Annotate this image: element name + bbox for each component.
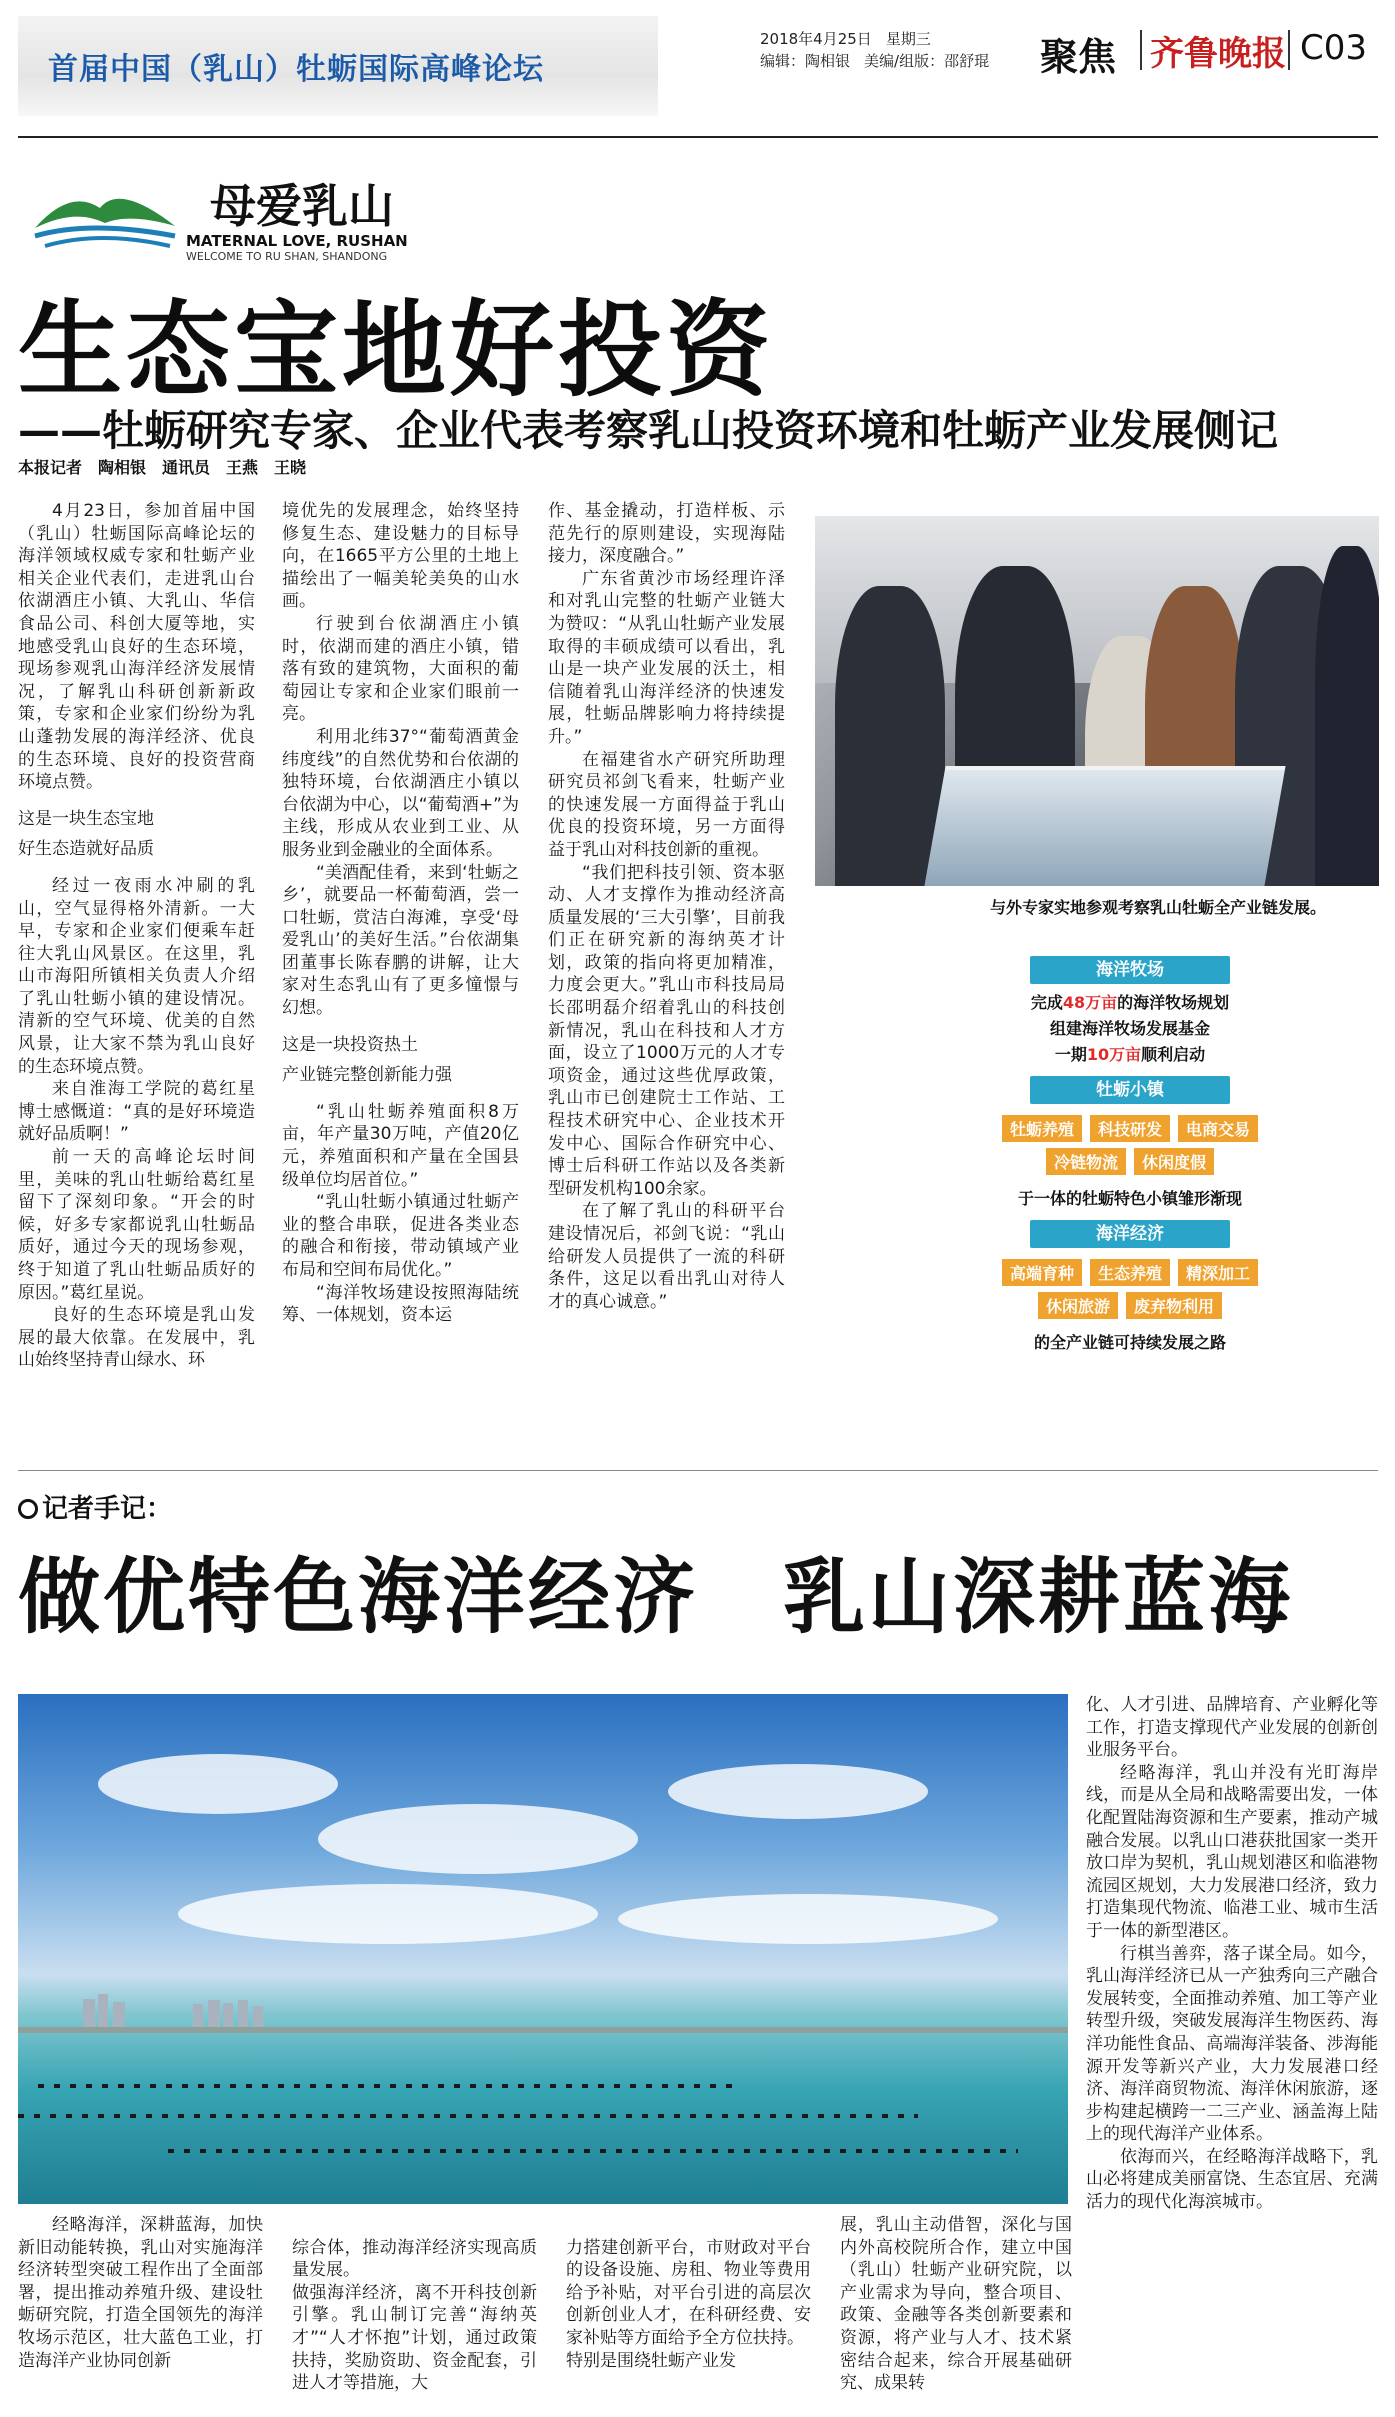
infographic-line: 于一体的牡蛎特色小镇雏形渐现 (1017, 1189, 1242, 1208)
designer: 美编/组版：邵舒琨 (864, 52, 990, 70)
chip: 电商交易 (1178, 1115, 1258, 1142)
infographic-heading: 牡蛎小镇 (1030, 1076, 1230, 1104)
newspaper-name: 齐鲁晚报 (1150, 34, 1286, 74)
reporter-note-label (18, 1488, 172, 1525)
paragraph: “乳山牡蛎养殖面积8万亩，年产量30万吨，产值20亿元，养殖面积和产量在全国县级单位均居首位。” (282, 1101, 519, 1190)
photo-caption: 与外专家实地参观考察乳山牡蛎全产业链发展。 (990, 898, 1327, 917)
chip: 废弃物利用 (1126, 1292, 1222, 1319)
section-heading: 好生态造就好品质 (18, 839, 154, 860)
main-headline: 生态宝地好投资 (18, 289, 775, 411)
article2-column-2 (292, 2214, 537, 2417)
issue-weekday: 星期三 (885, 30, 931, 48)
paragraph: 行棋当善弈，落子谋全局。如今，乳山海洋经济已从一产独秀向三产融合发展转变，全面推动养殖、加工等产业转型升级，突破发展海洋生物医药、海洋功能性食品、高端海洋装备、涉海能源开发等新兴产业，大力发展港口经济、海洋商贸物流、海洋休闲旅游，逐步构建起横跨一二三产业、涵盖海上陆上的现代海洋产业体系。 (1086, 1943, 1378, 2145)
paragraph: 4月23日，参加首届中国（乳山）牡蛎国际高峰论坛的海洋领域权威专家和牡蛎产业相关企业代表们，走进乳山台依湖酒庄小镇、大乳山、华信食品公司、科创大厦等地，实地感受乳山良好的生态环境，现场参观乳山海洋经济发展情况，了解乳山科研创新新政策，专家和企业家们纷纷为乳山蓬勃发展的海洋经济、优良的生态环境、良好的投资营商环境点赞。 (18, 501, 255, 793)
paragraph: 在福建省水产研究所助理研究员祁剑飞看来，牡蛎产业的快速发展一方面得益于乳山优良的投资环境，另一方面得益于乳山对科技创新的重视。 (548, 749, 785, 860)
circle-icon (18, 1499, 38, 1519)
sub-headline: ——牡蛎研究专家、企业代表考察乳山投资环境和牡蛎产业发展侧记 (18, 406, 1279, 455)
paragraph: 行驶到台依湖酒庄小镇时，依湖而建的酒庄小镇，错落有致的建筑物，大面积的葡萄园让专家和企业家们眼前一亮。 (282, 613, 519, 725)
reporter-note-text: 记者手记： (42, 1494, 173, 1524)
paragraph: 前一天的高峰论坛时间里，美味的乳山牡蛎给葛红星留下了深刻印象。“开会的时候，好多专家都说乳山牡蛎品质好，通过今天的现场参观，终于知道了乳山牡蛎品质好的原因。”葛红星说。 (18, 1147, 255, 1303)
section-heading: 产业链完整创新能力强 (282, 1065, 452, 1086)
paragraph: 在了解了乳山的科研平台建设情况后，祁剑飞说：“乳山给研发人员提供了一流的科研条件，这足以看出乳山对待人才的真心诚意。” (548, 1201, 785, 1312)
mountain-wave-logo (30, 178, 180, 258)
forum-banner (18, 16, 658, 116)
seascape-photo (18, 1694, 1068, 2204)
paragraph: 经略海洋，深耕蓝海，加快新旧动能转换，乳山对实施海洋经济转型突破工程作出了全面部署，提出推动养殖升级、建设牡蛎研究院，打造全国领先的海洋牧场示范区，壮大蓝色工业，打造海洋产业协同创新 (18, 2215, 263, 2371)
logo-english: MATERNAL LOVE, RUSHAN (186, 232, 408, 250)
infographic-text: 完成 (1030, 993, 1063, 1012)
section-heading: 这是一块投资热土 (282, 1034, 418, 1055)
infographic-line (945, 990, 1315, 1016)
paragraph: 来自淮海工学院的葛红星博士感慨道：“真的是好环境造就好品质啊！” (18, 1079, 255, 1145)
second-headline: 做优特色海洋经济 乳山深耕蓝海 (18, 1550, 1294, 1645)
paragraph: 依海而兴，在经略海洋战略下，乳山必将建成美丽富饶、生态宜居、充满活力的现代化海滨城市。 (1086, 2146, 1378, 2213)
chip: 高端育种 (1002, 1259, 1082, 1286)
paragraph: 境优先的发展理念，始终坚持修复生态、建设魅力的目标导向，在1665平方公里的土地上描绘出了一幅美轮美奂的山水画。 (282, 501, 519, 612)
chip: 生态养殖 (1090, 1259, 1170, 1286)
paragraph: 力搭建创新平台，市财政对平台的设备设施、房租、物业等费用给予补贴，对平台引进的高层次创新创业人才，在科研经费、安家补贴等方面给予全方位扶持。 特别是围绕牡蛎产业发 (566, 2237, 811, 2371)
chip-group (945, 1256, 1315, 1322)
infographic-heading: 海洋牧场 (1030, 956, 1230, 984)
banner-title: 首届中国（乳山）牡蛎国际高峰论坛 (48, 52, 544, 87)
section-name: 聚焦 (1040, 35, 1117, 79)
infographic-number: 10万亩 (1086, 1045, 1142, 1064)
inspection-photo (815, 516, 1379, 886)
editor: 编辑：陶相银 (760, 52, 851, 70)
chip: 休闲度假 (1134, 1148, 1214, 1175)
infographic-text: 一期 (1054, 1045, 1087, 1064)
article-column-3 (548, 500, 785, 1313)
paragraph: 经略海洋，乳山并没有光盯海岸线，而是从全局和战略需要出发，一体化配置陆海资源和生产要素，推动产城融合发展。以乳山口港获批国家一类开放口岸为契机，乳山规划港区和临港物流园区规划，大力发展港口经济，致力打造集现代物流、临港工业、城市生活于一体的新型港区。 (1086, 1762, 1378, 1941)
paragraph: 利用北纬37°“葡萄酒黄金纬度线”的自然优势和台依湖的独特环境，台依湖酒庄小镇以台依湖为中心，以“葡萄酒+”为主线，形成从农业到工业、从服务业到金融业的全面体系。 (282, 726, 519, 860)
paragraph: 作、基金撬动，打造样板、示范先行的原则建设，实现海陆接力，深度融合。” (548, 501, 785, 567)
header-rule (18, 136, 1378, 138)
paragraph: 化、人才引进、品牌培育、产业孵化等工作，打造支撑现代产业发展的创新创业服务平台。 (1086, 1695, 1378, 1761)
section-divider (18, 1470, 1378, 1471)
page-number: C03 (1300, 28, 1368, 68)
infographic-line: 组建海洋牧场发展基金 (1049, 1019, 1210, 1038)
article-column-2 (282, 500, 519, 1327)
infographic (945, 956, 1315, 1356)
infographic-heading: 海洋经济 (1030, 1220, 1230, 1248)
byline: 本报记者 陶相银 通讯员 王燕 王晓 (18, 458, 307, 477)
article2-column-4 (840, 2214, 1072, 2395)
issue-date: 2018年4月25日 (760, 30, 872, 48)
paragraph: “美酒配佳肴，来到‘牡蛎之乡’，就要品一杯葡萄酒，尝一口牡蛎，赏洁白海滩，享受‘母爱乳山’的美好生活。”台依湖集团董事长陈春鹏的讲解，让大家对生态乳山有了更多憧憬与幻想。 (282, 862, 519, 1019)
paragraph: 广东省黄沙市场经理许泽和对乳山完整的牡蛎产业链大为赞叹：“从乳山牡蛎产业发展取得的丰硕成绩可以看出，乳山是一块产业发展的沃土，相信随着乳山海洋经济的快速发展，牡蛎品牌影响力将持续提升。” (548, 568, 785, 747)
article2-column-3 (566, 2214, 811, 2395)
header-meta (760, 28, 1003, 72)
chip: 休闲旅游 (1038, 1292, 1118, 1319)
paragraph: “乳山牡蛎小镇通过牡蛎产业的整合串联，促进各类业态的融合和衔接，带动镇域产业布局和空间布局优化。” (282, 1192, 519, 1280)
logo-welcome: WELCOME TO RU SHAN, SHANDONG (186, 250, 388, 263)
article2-column-1 (18, 2214, 263, 2372)
paragraph: 综合体，推动海洋经济实现高质量发展。 做强海洋经济，离不开科技创新引擎。乳山制订完善“海纳英才”“人才怀抱”计划，通过政策扶持，奖励资助、资金配套，引进人才等措施，大 (292, 2237, 537, 2394)
article2-right-column (1086, 1694, 1378, 2214)
infographic-text: 顺利启动 (1141, 1045, 1206, 1064)
header-divider (1140, 30, 1142, 70)
chip: 精深加工 (1178, 1259, 1258, 1286)
paragraph: 良好的生态环境是乳山发展的最大依靠。在发展中，乳山始终坚持青山绿水、环 (18, 1305, 255, 1371)
chip: 冷链物流 (1046, 1148, 1126, 1175)
infographic-number: 48万亩 (1062, 993, 1118, 1012)
paragraph: “我们把科技引领、资本驱动、人才支撑作为推动经济高质量发展的‘三大引擎’，目前我们正在研究新的海纳英才计划，政策的指向将更加精准，力度会更大。”乳山市科技局局长邵明磊介绍着乳山的科技创新情况，乳山在科技和人才方面，设立了1000万元的人才专项资金，通过这些优厚政策，乳山市已创建院士工作站、工程技术研究中心、企业技术开发中心、国际合作研究中心、博士后科研工作站以及各类新型研发机构100余家。 (548, 862, 785, 1199)
chip: 科技研发 (1090, 1115, 1170, 1142)
chip: 牡蛎养殖 (1002, 1115, 1082, 1142)
section-heading: 这是一块生态宝地 (18, 808, 154, 829)
paragraph: “海洋牧场建设按照海陆统筹、一体规划，资本运 (282, 1282, 519, 1326)
paragraph: 展，乳山主动借智，深化与国内外高校院所合作，建立中国（乳山）牡蛎产业研究院，以产业需求为导向，整合项目、政策、金融等各类创新要素和资源，将产业与人才、技术紧密结合起来，综合开展基础研究、成果转 (840, 2215, 1072, 2394)
infographic-text: 的海洋牧场规划 (1117, 993, 1230, 1012)
infographic-line: 的全产业链可持续发展之路 (1033, 1333, 1226, 1352)
header-divider (1288, 30, 1290, 70)
logo-title: 母爱乳山 (210, 179, 394, 233)
article-column-1 (18, 500, 255, 1372)
infographic-line (945, 1042, 1315, 1068)
chip-group (945, 1112, 1315, 1178)
paragraph: 经过一夜雨水冲刷的乳山，空气显得格外清新。一大早，专家和企业家们便乘车赶往大乳山风景区。在这里，乳山市海阳所镇相关负责人介绍了乳山牡蛎小镇的建设情况。清新的空气环境、优美的自然风景，让大家不禁为乳山良好的生态环境点赞。 (18, 875, 255, 1077)
